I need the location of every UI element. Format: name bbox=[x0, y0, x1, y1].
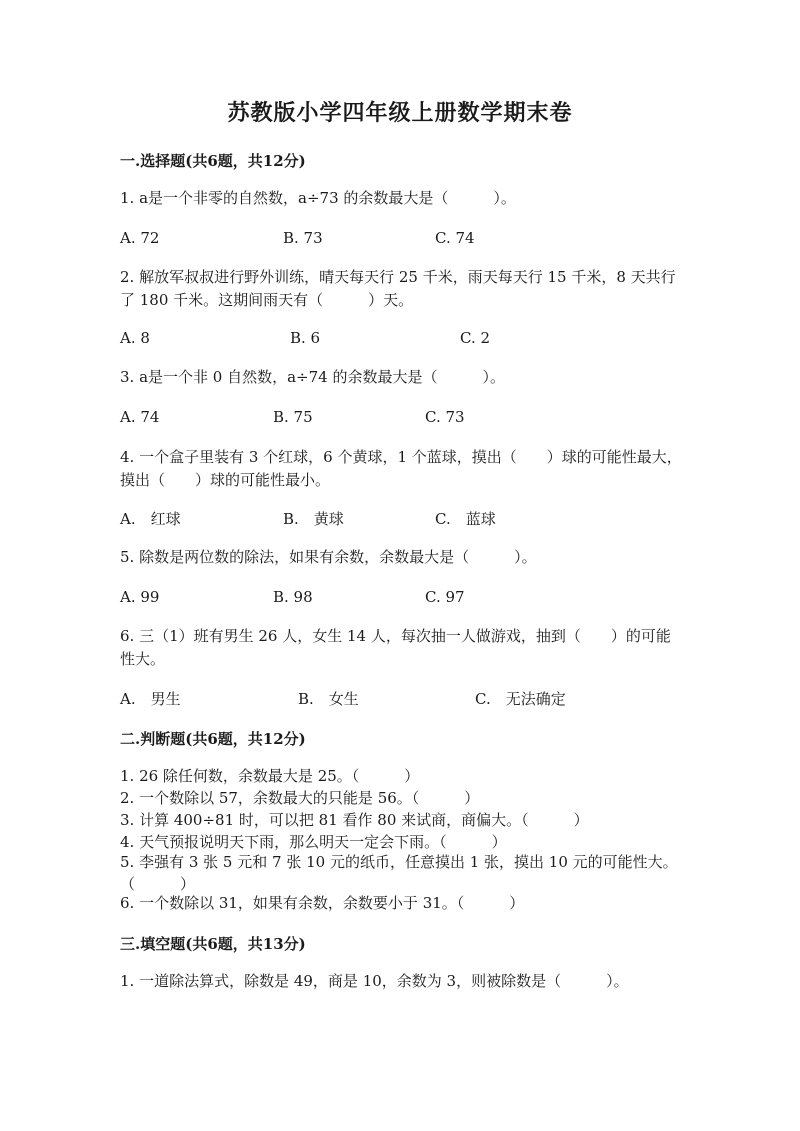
question-4: 4. 一个盒子里装有 3 个红球，6 个黄球，1 个蓝球，摸出（ ）球的可能性最大，摸出（ ）球的可能性最小。 bbox=[120, 448, 682, 489]
question-2: 2. 解放军叔叔进行野外训练，晴天每天行 25 千米，雨天每天行 15 千米，8 天共行了 180 千米。这期间雨天有（ ）天。 bbox=[120, 268, 676, 309]
question-1: 1. a是一个非零的自然数，a÷73 的余数最大是（ ）。 bbox=[120, 189, 516, 207]
judge-item-2: 2. 一个数除以 57，余数最大的只能是 56。（ ） bbox=[120, 789, 480, 807]
judge-item-4: 4. 天气预报说明天下雨，那么明天一定会下雨。（ ） bbox=[120, 833, 507, 851]
q5-option-a: A. 99 bbox=[120, 588, 160, 606]
q6-option-c: C. 无法确定 bbox=[475, 690, 566, 708]
q2-option-b: B. 6 bbox=[290, 329, 321, 347]
q6-option-a: A. 男生 bbox=[120, 690, 181, 708]
q6-option-b: B. 女生 bbox=[298, 690, 359, 708]
q4-option-a: A. 红球 bbox=[120, 510, 181, 528]
fill-item-1: 1. 一道除法算式，除数是 49，商是 10，余数为 3，则被除数是（ ）。 bbox=[120, 972, 629, 990]
section-judge-heading: 二.判断题(共6题，共12分) bbox=[120, 730, 306, 748]
judge-item-1: 1. 26 除任何数，余数最大是 25。（ ） bbox=[120, 767, 420, 785]
q2-option-c: C. 2 bbox=[460, 329, 491, 347]
q1-option-c: C. 74 bbox=[435, 229, 475, 247]
question-3: 3. a是一个非 0 自然数，a÷74 的余数最大是（ ）。 bbox=[120, 368, 505, 386]
q3-option-a: A. 74 bbox=[120, 408, 160, 426]
question-6: 6. 三（1）班有男生 26 人，女生 14 人，每次抽一人做游戏，抽到（ ）的可能性大。 bbox=[120, 627, 671, 668]
q1-option-b: B. 73 bbox=[283, 229, 323, 247]
q5-option-c: C. 97 bbox=[425, 588, 465, 606]
question-5: 5. 除数是两位数的除法，如果有余数，余数最大是（ ）。 bbox=[120, 548, 537, 566]
q4-option-c: C. 蓝球 bbox=[435, 510, 496, 528]
q2-option-a: A. 8 bbox=[120, 329, 150, 347]
q3-option-c: C. 73 bbox=[425, 408, 465, 426]
judge-item-3: 3. 计算 400÷81 时，可以把 81 看作 80 来试商，商偏大。（ ） bbox=[120, 811, 589, 829]
section-choice-heading: 一.选择题(共6题，共12分) bbox=[120, 152, 306, 170]
q4-option-b: B. 黄球 bbox=[283, 510, 344, 528]
judge-item-5: 5. 李强有 3 张 5 元和 7 张 10 元的纸币，任意摸出 1 张，摸出 10 元的可能性大。 （ ） bbox=[120, 853, 716, 893]
exam-title: 苏教版小学四年级上册数学期末卷 bbox=[227, 100, 573, 126]
q3-option-b: B. 75 bbox=[273, 408, 313, 426]
q5-option-b: B. 98 bbox=[273, 588, 313, 606]
judge-item-6: 6. 一个数除以 31，如果有余数，余数要小于 31。（ ） bbox=[120, 894, 525, 912]
q1-option-a: A. 72 bbox=[120, 229, 160, 247]
section-fill-heading: 三.填空题(共6题，共13分) bbox=[120, 935, 306, 953]
